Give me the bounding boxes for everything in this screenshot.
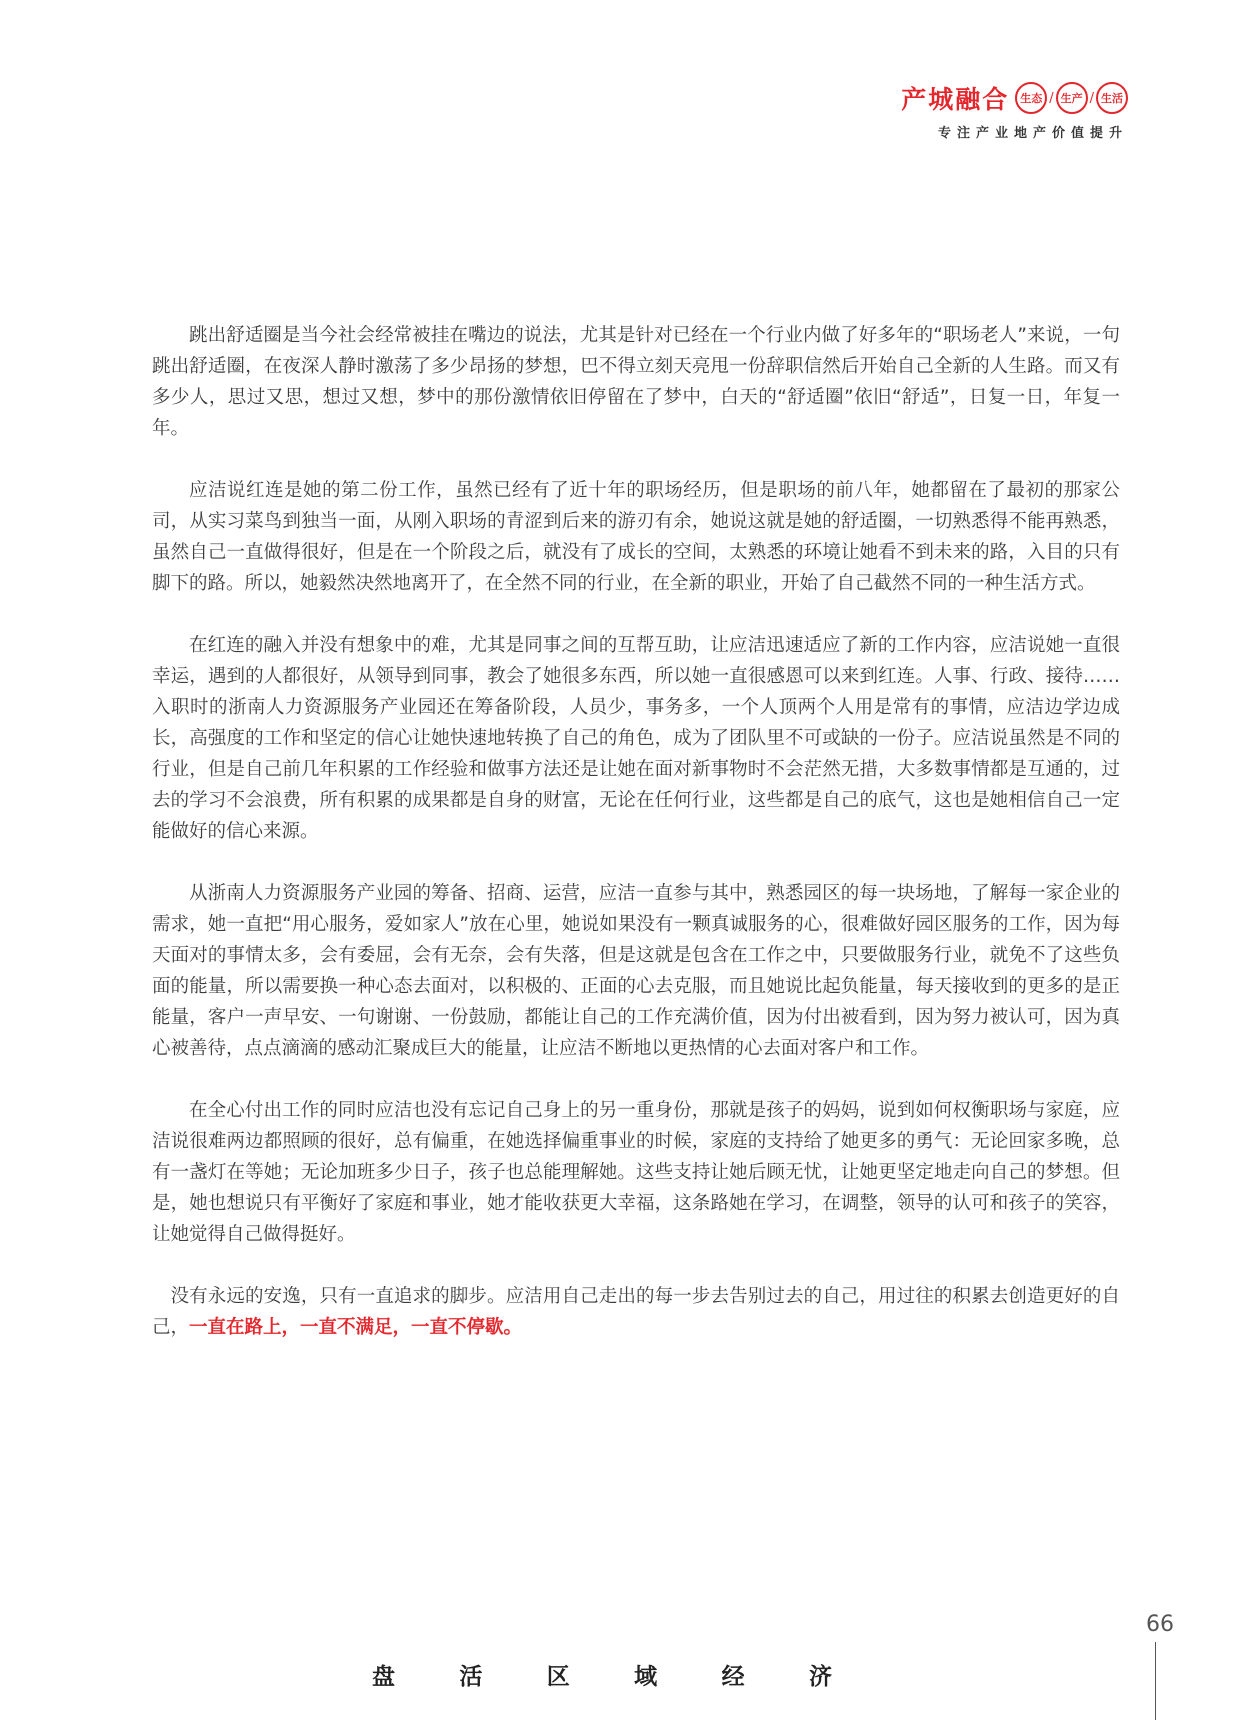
brand-title: 产城融合	[901, 85, 1010, 114]
page-number: 66	[1146, 1612, 1174, 1637]
brand-header	[808, 78, 1128, 141]
footer-char: 济	[808, 1664, 832, 1690]
footer-char: 盘	[372, 1664, 395, 1690]
page-number-divider	[1155, 1642, 1156, 1720]
article-paragraph: 在全心付出工作的同时应洁也没有忘记自己身上的另一重身份，那就是孩子的妈妈，说到如何权衡职场与家庭，应洁说很难两边都照顾的很好，总有偏重，在她选择偏重事业的时候，家庭的支持给了她更多的勇气：无论回家多晚，总有一盏灯在等她；无论加班多少日子，孩子也总能理解她。这些支持让她后顾无忧，让她更坚定地走向自己的梦想。但是，她也想说只有平衡好了家庭和事业，她才能收获更大幸福，这条路她在学习，在调整，领导的认可和孩子的笑容，让她觉得自己做得挺好。	[152, 1100, 1120, 1245]
article-paragraph: 在红连的融入并没有想象中的难，尤其是同事之间的互帮互助，让应洁迅速适应了新的工作内容，应洁说她一直很幸运，遇到的人都很好，从领导到同事，教会了她很多东西，所以她一直很感恩可以来到红连。人事、行政、接待……入职时的浙南人力资源服务产业园还在筹备阶段，人员少，事务多，一个人顶两个人用是常有的事情，应洁边学边成长，高强度的工作和坚定的信心让她快速地转换了自己的角色，成为了团队里不可或缺的一份子。应洁说虽然是不同的行业，但是自己前几年积累的工作经验和做事方法还是让她在面对新事物时不会茫然无措，大多数事情都是互通的，过去的学习不会浪费，所有积累的成果都是自身的财富，无论在任何行业，这些都是自己的底气，这也是她相信自己一定能做好的信心来源。	[152, 635, 1120, 842]
article-paragraph: 跳出舒适圈是当今社会经常被挂在嘴边的说法，尤其是针对已经在一个行业内做了好多年的“职场老人”来说，一句跳出舒适圈，在夜深人静时激荡了多少昂扬的梦想，巴不得立刻天亮甩一份辞职信然后开始自己全新的人生路。而又有多少人，思过又思，想过又想，梦中的那份激情依旧停留在了梦中，白天的“舒适圈”依旧“舒适”，日复一日，年复一年。	[152, 325, 1120, 439]
footer-title	[372, 1658, 832, 1691]
brand-separator: /	[1089, 90, 1094, 106]
footer-char: 区	[546, 1664, 570, 1690]
brand-title-row	[808, 78, 1128, 118]
circle-badge-production: 生产	[1056, 82, 1088, 114]
footer-char: 域	[634, 1664, 658, 1690]
closing-paragraph	[152, 1281, 1120, 1343]
circle-badge-living: 生活	[1096, 82, 1128, 114]
article-paragraph: 从浙南人力资源服务产业园的筹备、招商、运营，应洁一直参与其中，熟悉园区的每一块场地，了解每一家企业的需求，她一直把“用心服务，爱如家人”放在心里，她说如果没有一颗真诚服务的心，很难做好园区服务的工作，因为每天面对的事情太多，会有委屈，会有无奈，会有失落，但是这就是包含在工作之中，只要做服务行业，就免不了这些负面的能量，所以需要换一种心态去面对，以积极的、正面的心去克服，而且她说比起负能量，每天接收到的更多的是正能量，客户一声早安、一句谢谢、一份鼓励，都能让自己的工作充满价值，因为付出被看到，因为努力被认可，因为真心被善待，点点滴滴的感动汇聚成巨大的能量，让应洁不断地以更热情的心去面对客户和工作。	[152, 883, 1120, 1059]
article-body	[152, 320, 1120, 1374]
footer-char: 经	[721, 1664, 745, 1690]
brand-tagline: 专注产业地产价值提升	[937, 126, 1128, 141]
footer-char: 活	[459, 1664, 483, 1690]
article-paragraph: 应洁说红连是她的第二份工作，虽然已经有了近十年的职场经历，但是职场的前八年，她都留在了最初的那家公司，从实习菜鸟到独当一面，从刚入职场的青涩到后来的游刃有余，她说这就是她的舒适圈，一切熟悉得不能再熟悉，虽然自己一直做得很好，但是在一个阶段之后，就没有了成长的空间，太熟悉的环境让她看不到未来的路，入目的只有脚下的路。所以，她毅然决然地离开了，在全然不同的行业，在全新的职业，开始了自己截然不同的一种生活方式。	[152, 480, 1120, 594]
closing-highlight: 一直在路上，一直不满足，一直不停歇。	[189, 1317, 523, 1338]
brand-separator: /	[1049, 90, 1054, 106]
circle-badge-ecology: 生态	[1015, 82, 1047, 114]
closing-text: 没有永远的安逸，只有一直追求的脚步。应洁用自己走出的每一步去告别过去的自己，用过往的积累去创造更好的自己，	[152, 1286, 1120, 1338]
